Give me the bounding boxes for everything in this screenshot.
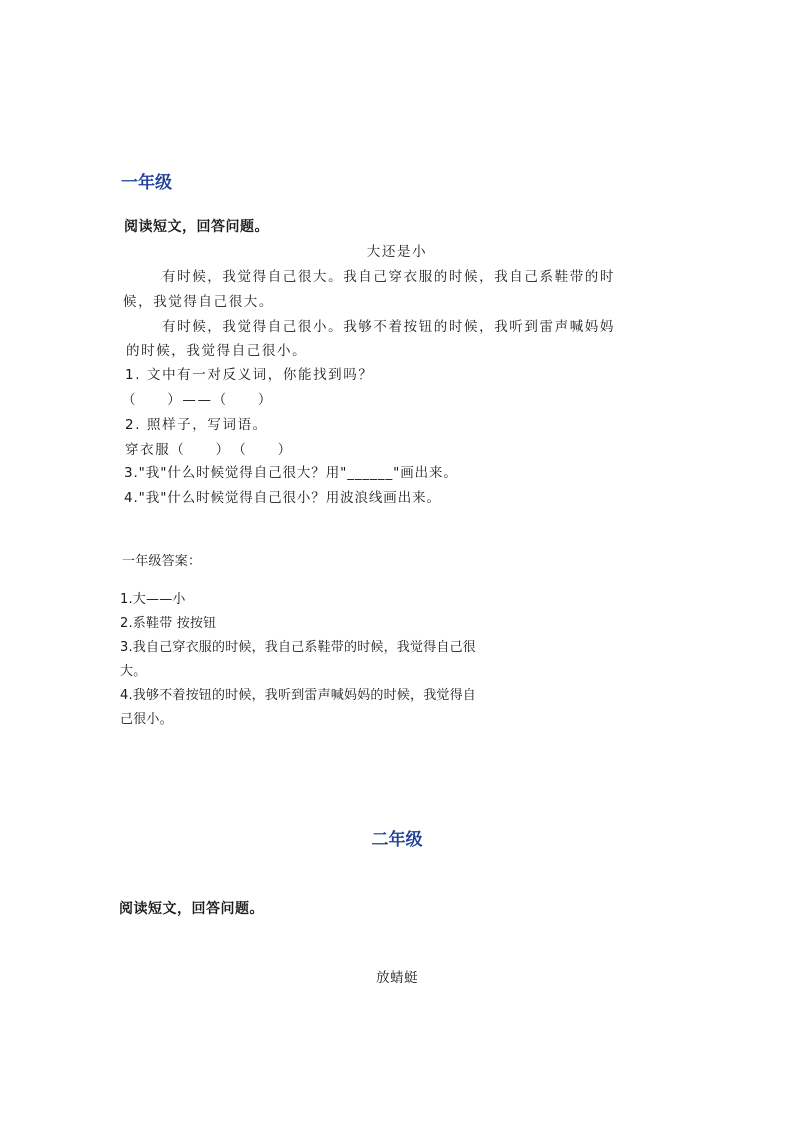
grade1-answer-2: 2.系鞋带 按按钮 <box>120 616 217 631</box>
grade1-title: 一年级 <box>121 173 172 193</box>
grade1-para1-line2: 候，我觉得自己很大。 <box>123 294 274 310</box>
grade2-instruction: 阅读短文，回答问题。 <box>119 901 264 917</box>
grade1-answers-title: 一年级答案： <box>122 554 202 569</box>
grade1-para2-line2: 的时候，我觉得自己很小。 <box>126 343 308 359</box>
grade1-answer-1: 1.大——小 <box>120 592 186 607</box>
grade1-question-4: 4."我"什么时候觉得自己很小？用波浪线画出来。 <box>124 490 441 506</box>
grade2-title: 二年级 <box>371 830 423 850</box>
grade1-para1-line1: 有时候，我觉得自己很大。我自己穿衣服的时候，我自己系鞋带的时 <box>162 269 615 285</box>
grade1-question-2: 2. 照样子，写词语。 <box>125 417 268 433</box>
grade1-answer-4-line1: 4.我够不着按钮的时候，我听到雷声喊妈妈的时候，我觉得自 <box>120 688 477 703</box>
grade1-question-1-blanks: （ ）——（ ） <box>122 392 273 408</box>
grade1-instruction: 阅读短文，回答问题。 <box>124 219 269 235</box>
grade2-passage-title: 放蜻蜓 <box>376 970 418 986</box>
grade1-answer-4-line2: 己很小。 <box>120 712 173 727</box>
grade1-passage-title: 大还是小 <box>366 244 428 260</box>
grade1-question-1: 1. 文中有一对反义词，你能找到吗？ <box>125 367 374 383</box>
grade1-answer-3-line1: 3.我自己穿衣服的时候，我自己系鞋带的时候，我觉得自己很 <box>120 640 477 655</box>
grade1-question-3: 3."我"什么时候觉得自己很大？用"______"画出来。 <box>124 465 458 481</box>
grade1-answer-3-line2: 大。 <box>120 664 147 679</box>
grade1-question-2-example: 穿衣服（ ） （ ） <box>125 442 293 458</box>
grade1-para2-line1: 有时候，我觉得自己很小。我够不着按钮的时候，我听到雷声喊妈妈 <box>162 319 615 335</box>
